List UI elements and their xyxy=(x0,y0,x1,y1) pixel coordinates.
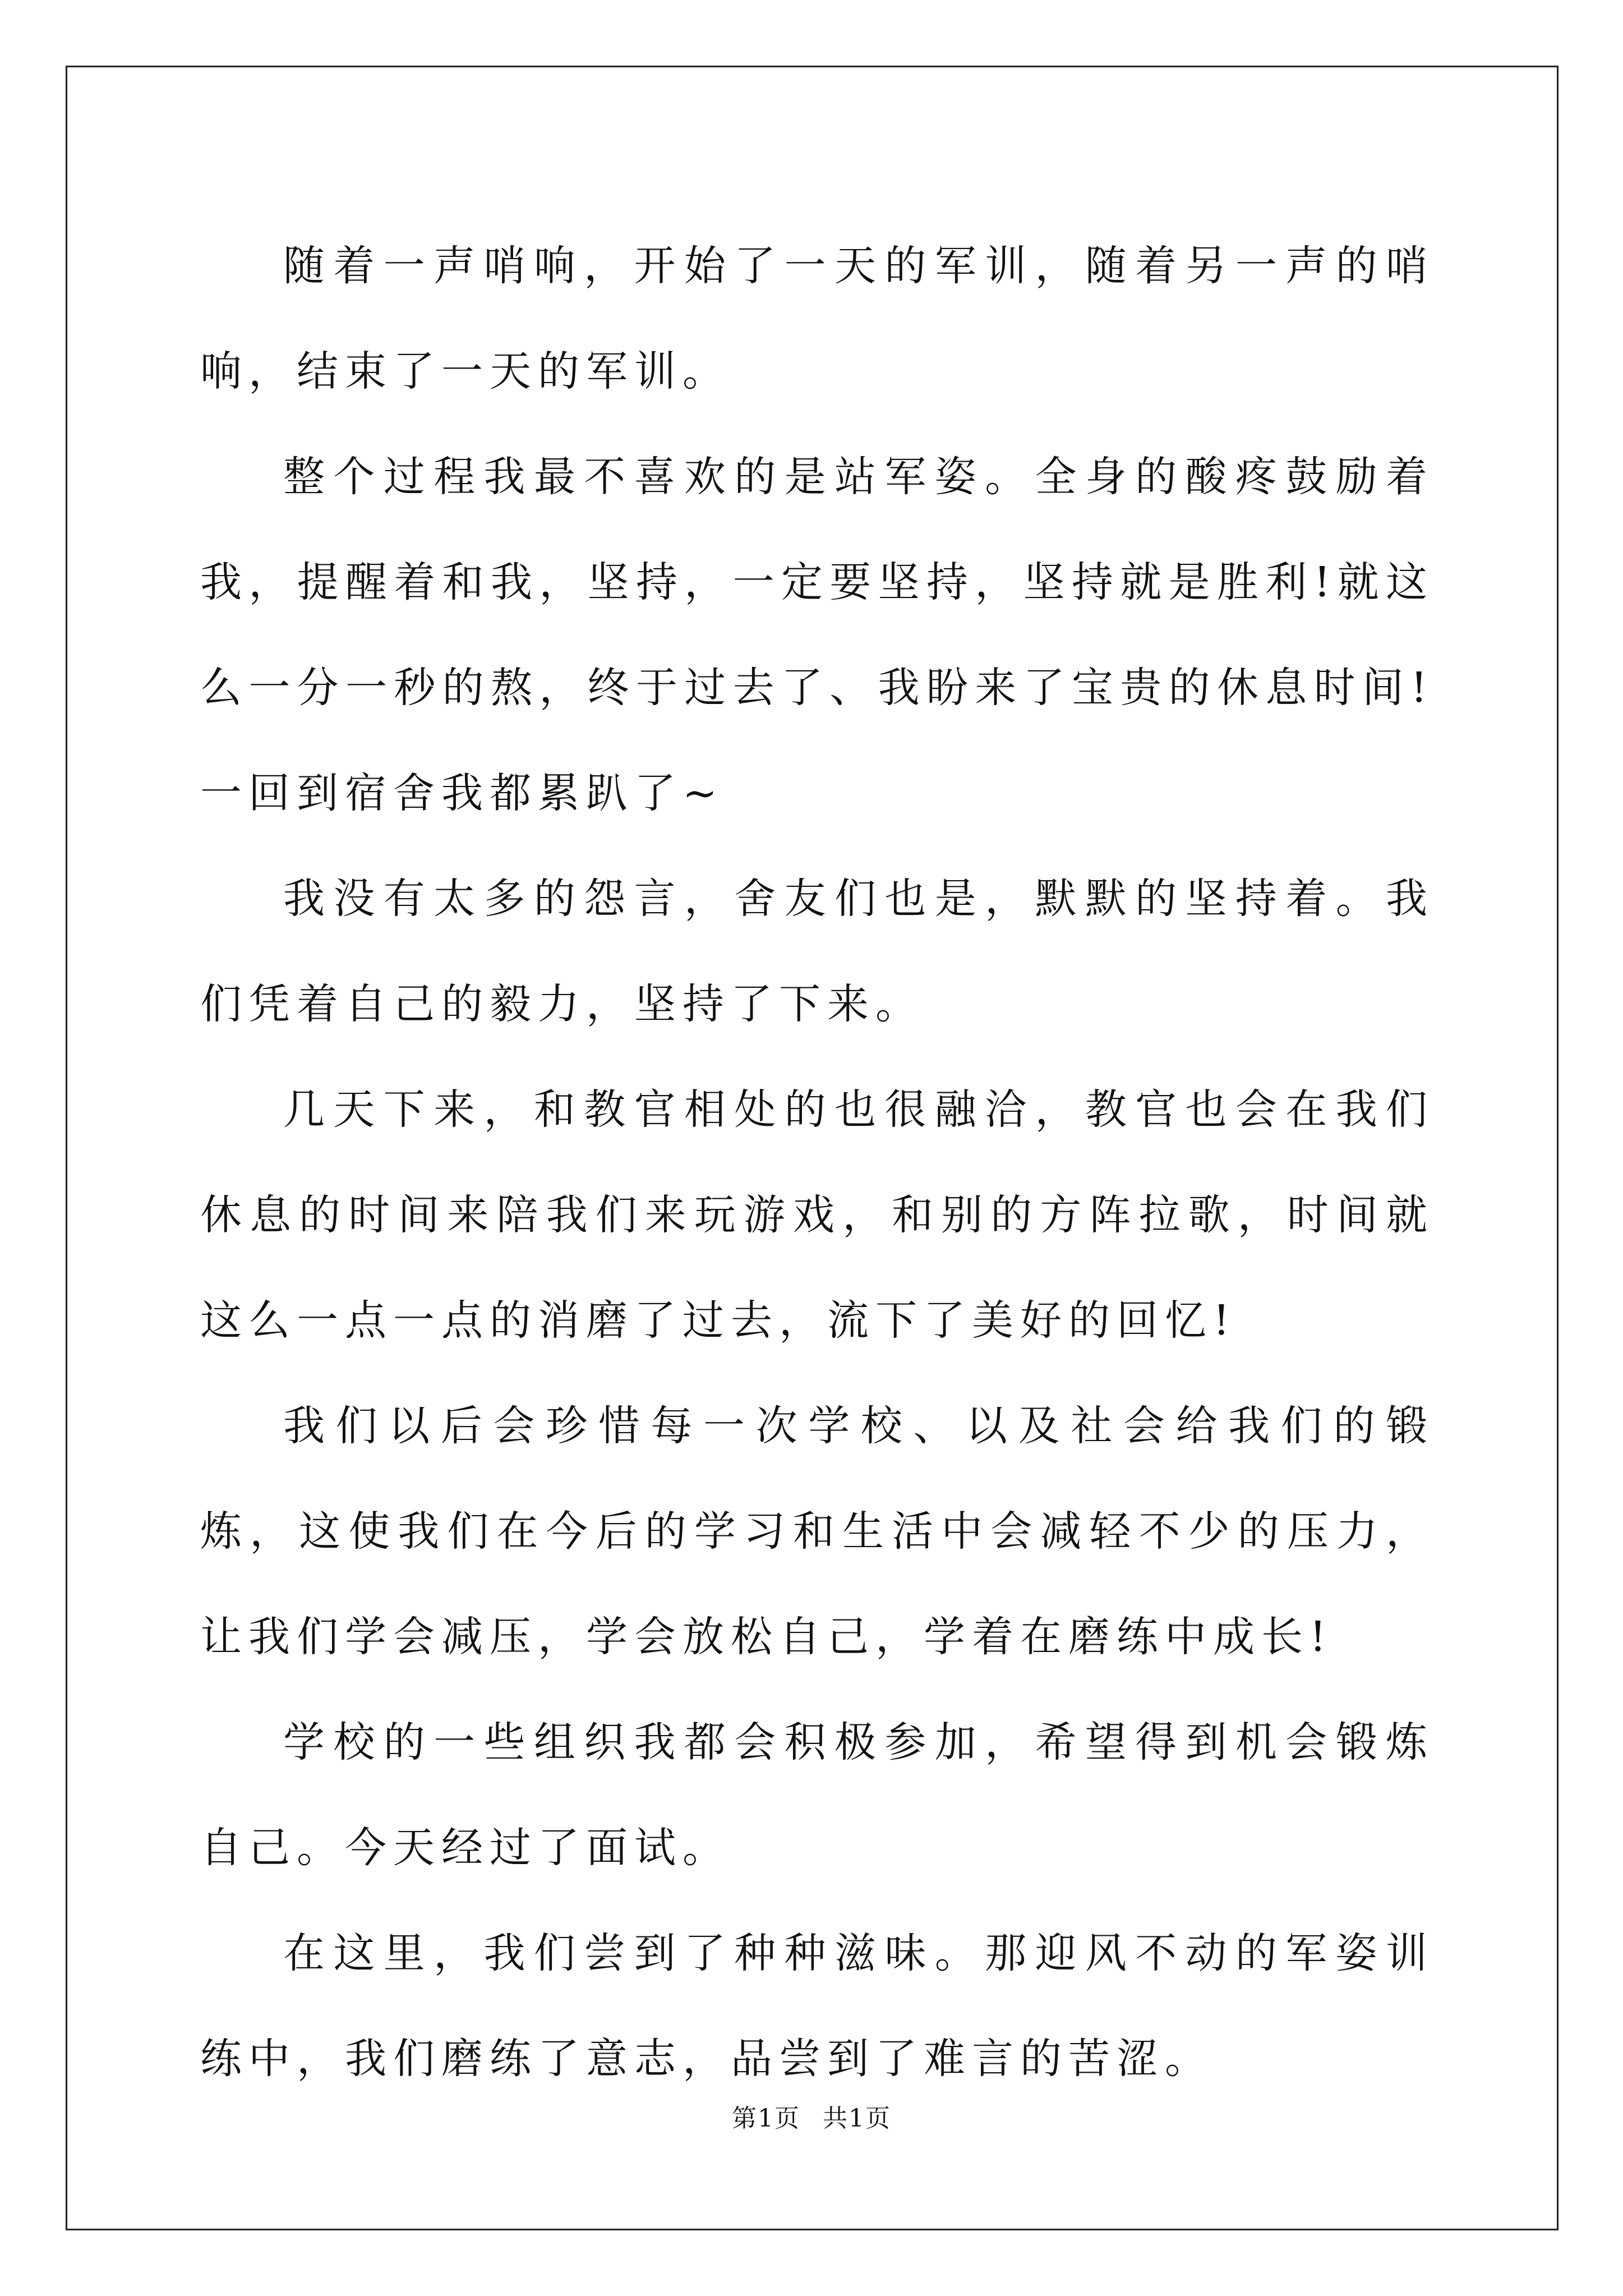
paragraph: 学校的一些组织我都会积极参加，希望得到机会锻炼自己。今天经过了面试。 xyxy=(200,1718,1434,1872)
page-number: 第1页 xyxy=(732,2104,800,2133)
paragraph: 几天下来，和教官相处的也很融洽，教官也会在我们休息的时间来陪我们来玩游戏，和别的方阵拉歌，时间就这么一点一点的消磨了过去，流下了美好的回忆! xyxy=(200,1085,1434,1345)
paragraph: 整个过程我最不喜欢的是站军姿。全身的酸疼鼓励着我，提醒着和我，坚持，一定要坚持，坚持就是胜利!就这么一分一秒的熬，终于过去了、我盼来了宝贵的休息时间!一回到宿舍我都累趴了~ xyxy=(200,453,1434,817)
paragraph: 我们以后会珍惜每一次学校、以及社会给我们的锻炼，这使我们在今后的学习和生活中会减轻不少的压力，让我们学会减压，学会放松自己，学着在磨练中成长! xyxy=(200,1402,1434,1661)
document-body xyxy=(200,213,1434,2111)
page-footer xyxy=(0,2098,1623,2134)
paragraph: 随着一声哨响，开始了一天的军训，随着另一声的哨响，结束了一天的军训。 xyxy=(200,242,1434,395)
paragraph: 在这里，我们尝到了种种滋味。那迎风不动的军姿训练中，我们磨练了意志，品尝到了难言的苦涩。 xyxy=(200,1929,1434,2083)
paragraph: 我没有太多的怨言，舍友们也是，默默的坚持着。我们凭着自己的毅力，坚持了下来。 xyxy=(200,875,1434,1028)
page-total: 共1页 xyxy=(823,2104,891,2133)
